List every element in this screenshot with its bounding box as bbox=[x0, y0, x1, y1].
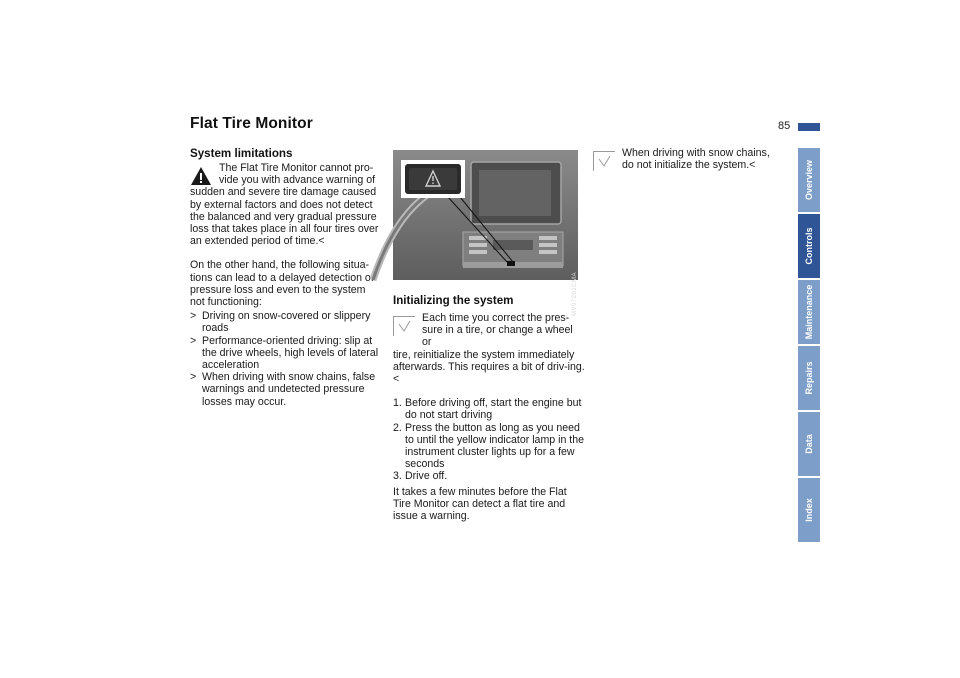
tab-controls[interactable] bbox=[798, 214, 820, 278]
tab-overview[interactable] bbox=[798, 148, 820, 212]
tab-maintenance[interactable] bbox=[798, 280, 820, 344]
step-text: Before driving off, start the engine but do not start driving bbox=[405, 397, 582, 422]
step-text: Press the button as long as you need to until the yellow indicator lamp in the instrument cluster lights up for a few seconds bbox=[405, 421, 585, 471]
warning-block bbox=[190, 162, 382, 247]
image-code: MV07201CMA bbox=[572, 272, 578, 317]
list-item bbox=[393, 397, 585, 421]
steps-list bbox=[393, 397, 585, 482]
tab-repairs-label: Repairs bbox=[804, 361, 814, 395]
page-title: Flat Tire Monitor bbox=[190, 115, 313, 132]
note-checkmark-icon bbox=[393, 316, 415, 336]
note-line-1: Each time you correct the pres- bbox=[422, 312, 570, 324]
warning-line-1: The Flat Tire Monitor cannot pro- bbox=[219, 162, 374, 174]
warning-line-2: vide you with advance warning of bbox=[219, 174, 376, 187]
tab-controls-label: Controls bbox=[804, 227, 814, 265]
snow-note-line-2: do not initialize the system.< bbox=[622, 159, 756, 172]
tab-repairs[interactable] bbox=[798, 346, 820, 410]
snow-note-line-1: When driving with snow chains, bbox=[622, 147, 770, 159]
step-number: 3. bbox=[393, 470, 402, 483]
section-heading-system-limitations: System limitations bbox=[190, 147, 293, 160]
column-left bbox=[190, 147, 382, 408]
limitations-list bbox=[190, 310, 382, 408]
closing-text: It takes a few minutes before the Flat Tire Monitor can detect a flat tire and issue a warning. bbox=[393, 485, 567, 523]
warning-triangle-icon bbox=[190, 166, 212, 186]
tab-data[interactable] bbox=[798, 412, 820, 476]
note-line-2: sure in a tire, or change a wheel or bbox=[422, 324, 573, 349]
tab-index[interactable] bbox=[798, 478, 820, 542]
page-marker bbox=[798, 123, 820, 131]
limitations-intro: On the other hand, the following situa-tions can lead to a delayed detection of pressure loss and even to the system not functioning: bbox=[190, 259, 374, 309]
note-checkmark-icon bbox=[593, 151, 615, 171]
tab-data-label: Data bbox=[804, 434, 814, 454]
list-item: > When driving with snow chains, false warnings and undetected pressure losses may occur. bbox=[190, 371, 382, 408]
page-number: 85 bbox=[778, 120, 791, 132]
column-right bbox=[593, 147, 785, 171]
section-tabs bbox=[798, 148, 820, 544]
step-number: 1. bbox=[393, 397, 402, 410]
warning-text: sudden and severe tire damage caused by external factors and does not detect the balanced and very gradual pressure loss that takes place in all four tires over an extended period of time.< bbox=[190, 186, 379, 248]
list-item bbox=[393, 470, 585, 482]
note-block bbox=[393, 312, 585, 385]
tab-overview-label: Overview bbox=[804, 159, 814, 201]
section-heading-initializing: Initializing the system bbox=[393, 294, 514, 307]
tab-maintenance-label: Maintenance bbox=[804, 284, 814, 340]
list-item: > Driving on snow-covered or slippery roads bbox=[190, 310, 382, 334]
step-number: 2. bbox=[393, 421, 402, 434]
list-item: > Performance-oriented driving: slip at the drive wheels, high levels of lateral acceleration bbox=[190, 335, 382, 372]
tab-index-label: Index bbox=[804, 498, 814, 522]
dashboard-illustration bbox=[393, 150, 578, 280]
list-item bbox=[393, 422, 585, 471]
column-middle bbox=[393, 294, 585, 522]
note-text: tire, reinitialize the system immediately afterwards. This requires a bit of driv-ing.< bbox=[393, 348, 585, 386]
step-text: Drive off. bbox=[405, 470, 448, 483]
